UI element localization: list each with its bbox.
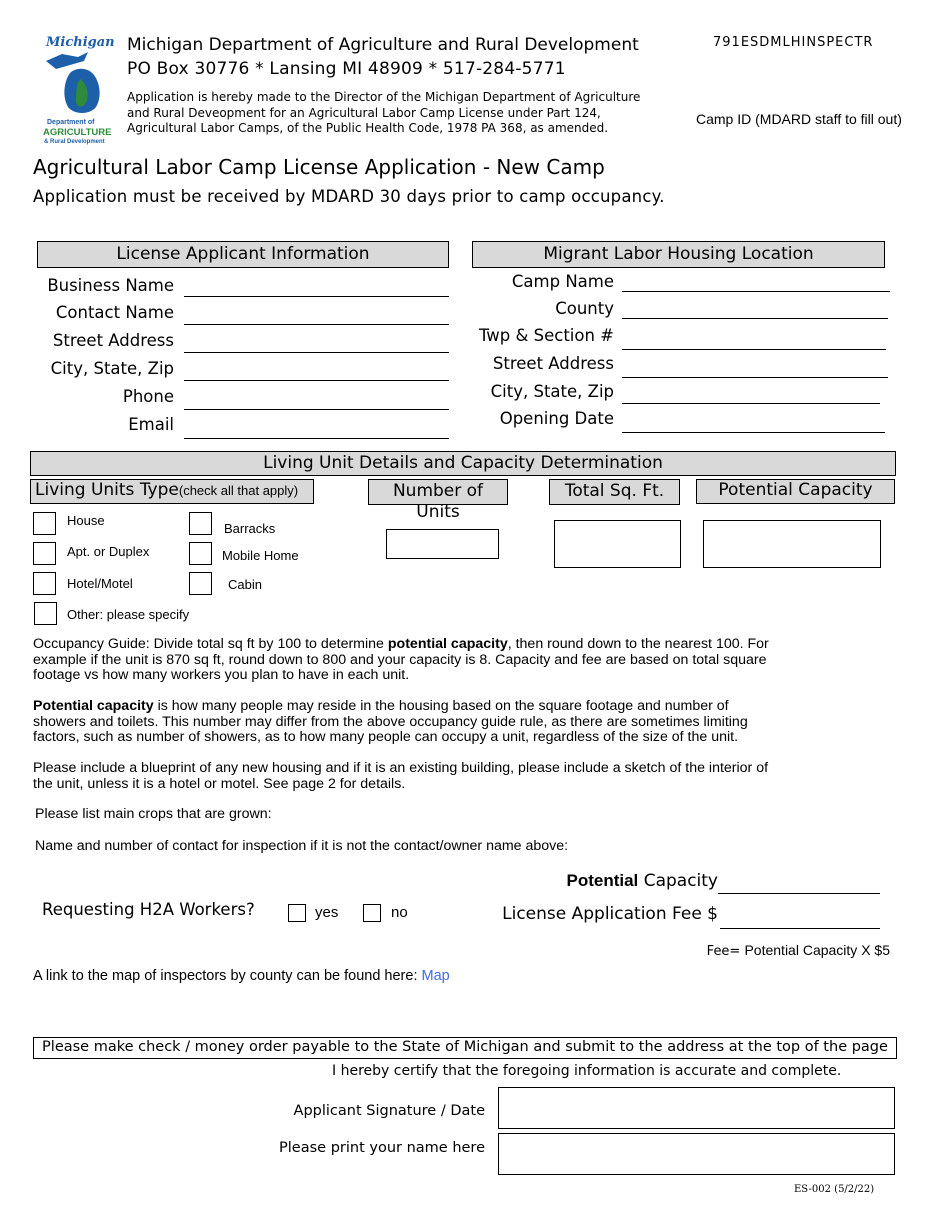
agency-address: PO Box 30776 * Lansing MI 48909 * 517-284-5771 bbox=[127, 59, 566, 79]
blueprint-instructions: Please include a blueprint of any new housing and if it is an existing building, please include a sketch of the interior of the unit, unless it is a hotel or motel. See page 2 for details. bbox=[33, 760, 769, 792]
h2a-question: Requesting H2A Workers? bbox=[42, 900, 255, 919]
logo-michigan-text: Michigan bbox=[46, 35, 115, 50]
map-link-text: A link to the map of inspectors by county can be found here: Map bbox=[33, 968, 450, 984]
email-field[interactable] bbox=[184, 438, 449, 439]
twp-section-label: Twp & Section # bbox=[478, 326, 614, 345]
print-name-label: Please print your name here bbox=[279, 1140, 485, 1156]
contact-name-label: Contact Name bbox=[55, 303, 174, 322]
capacity-total-label: Potential Capacity bbox=[566, 871, 718, 891]
agency-name: Michigan Department of Agriculture and Rural Development bbox=[127, 35, 639, 55]
applicant-street-field[interactable] bbox=[184, 352, 449, 353]
total-sqft-input[interactable] bbox=[554, 520, 681, 568]
payment-notice: Please make check / money order payable to the State of Michigan and submit to the address at the top of the page bbox=[33, 1037, 897, 1059]
certification-statement: I hereby certify that the foregoing information is accurate and complete. bbox=[332, 1063, 842, 1079]
living-unit-section-header: Living Unit Details and Capacity Determination bbox=[30, 451, 896, 476]
hotel-motel-checkbox[interactable] bbox=[33, 572, 56, 595]
phone-label: Phone bbox=[122, 387, 174, 406]
apt-duplex-label: Apt. or Duplex bbox=[67, 544, 150, 559]
cabin-label: Cabin bbox=[228, 577, 262, 592]
house-label: House bbox=[67, 513, 105, 528]
living-units-type-header: Living Units Type(check all that apply) bbox=[30, 479, 314, 504]
capacity-total-field[interactable] bbox=[718, 893, 880, 894]
house-checkbox[interactable] bbox=[33, 512, 56, 535]
logo-agriculture-text: AGRICULTURE bbox=[43, 127, 112, 138]
opening-date-label: Opening Date bbox=[499, 409, 614, 428]
county-field[interactable] bbox=[622, 318, 888, 319]
potential-capacity-explanation: Potential capacity is how many people may reside in the housing based on the square footage and number of showers and toilets. This number may differ from the above occupancy guide rule, as there are sometimes limiting factors, such as number of showers, as to how many people can occupy a unit, regardless of the size of the unit. bbox=[33, 698, 748, 745]
mdard-logo bbox=[40, 35, 118, 147]
michigan-map-icon bbox=[40, 49, 118, 119]
h2a-yes-label: yes bbox=[315, 904, 339, 921]
fee-formula: Fee= Potential Capacity X $5 bbox=[706, 942, 890, 959]
apt-duplex-checkbox[interactable] bbox=[33, 542, 56, 565]
email-label: Email bbox=[128, 415, 174, 434]
barracks-label: Barracks bbox=[224, 521, 276, 536]
h2a-no-checkbox[interactable] bbox=[363, 904, 381, 922]
h2a-no-label: no bbox=[391, 904, 408, 921]
hotel-motel-label: Hotel/Motel bbox=[67, 576, 133, 591]
main-crops-label: Please list main crops that are grown: bbox=[35, 806, 272, 822]
opening-date-field[interactable] bbox=[622, 432, 885, 433]
applicant-city-label: City, State, Zip bbox=[50, 359, 174, 378]
county-label: County bbox=[555, 299, 614, 318]
potential-capacity-header: Potential Capacity bbox=[696, 479, 895, 504]
map-link[interactable]: Map bbox=[421, 968, 450, 984]
business-name-field[interactable] bbox=[184, 296, 449, 297]
number-of-units-input[interactable] bbox=[386, 529, 499, 559]
license-fee-label: License Application Fee $ bbox=[502, 904, 718, 924]
applicant-city-field[interactable] bbox=[184, 380, 449, 381]
license-fee-field[interactable] bbox=[720, 928, 880, 929]
contact-name-field[interactable] bbox=[184, 324, 449, 325]
camp-name-field[interactable] bbox=[622, 291, 890, 292]
occupancy-guide: Occupancy Guide: Divide total sq ft by 100 to determine potential capacity, then round down to the nearest 100. For example if the unit is 870 sq ft, round down to 800 and your capacity is 8. Capacity and fee are based on total square footage vs how many workers you plan to have in each unit. bbox=[33, 636, 769, 683]
footer-form-number: ES-002 (5/2/22) bbox=[794, 1184, 875, 1195]
location-city-field[interactable] bbox=[622, 403, 880, 404]
inspection-contact-label: Name and number of contact for inspection if it is not the contact/owner name above: bbox=[35, 838, 569, 854]
camp-name-label: Camp Name bbox=[511, 272, 614, 291]
barracks-checkbox[interactable] bbox=[189, 512, 212, 535]
location-street-field[interactable] bbox=[622, 377, 888, 378]
other-checkbox[interactable] bbox=[34, 602, 57, 625]
application-statement: Application is hereby made to the Director of the Michigan Department of Agriculture and Rural Deveopment for an Agricultural Labor Camp License under Part 124, Agricultural Labor Camps, of the Public Health Code, 1978 PA 368, as amended. bbox=[127, 90, 641, 135]
signature-label: Applicant Signature / Date bbox=[293, 1103, 485, 1119]
business-name-label: Business Name bbox=[47, 276, 174, 295]
location-section-header: Migrant Labor Housing Location bbox=[472, 241, 885, 268]
page-title: Agricultural Labor Camp License Application - New Camp bbox=[33, 155, 605, 179]
print-name-input[interactable] bbox=[498, 1133, 895, 1175]
number-of-units-header: Number of Units bbox=[368, 479, 508, 505]
logo-rural-text: & Rural Development bbox=[44, 139, 105, 145]
cabin-checkbox[interactable] bbox=[189, 572, 212, 595]
applicant-section-header: License Applicant Information bbox=[37, 241, 449, 268]
signature-input[interactable] bbox=[498, 1087, 895, 1129]
logo-department-text: Department of bbox=[47, 119, 95, 126]
h2a-yes-checkbox[interactable] bbox=[288, 904, 306, 922]
phone-field[interactable] bbox=[184, 409, 449, 410]
location-city-label: City, State, Zip bbox=[490, 382, 614, 401]
potential-capacity-input[interactable] bbox=[703, 520, 881, 568]
twp-section-field[interactable] bbox=[622, 349, 886, 350]
applicant-street-label: Street Address bbox=[52, 331, 174, 350]
mobile-home-label: Mobile Home bbox=[222, 548, 299, 563]
page-subtitle: Application must be received by MDARD 30 days prior to camp occupancy. bbox=[33, 187, 665, 206]
mobile-home-checkbox[interactable] bbox=[189, 542, 212, 565]
form-code: 791ESDMLHINSPECTR bbox=[713, 35, 874, 50]
total-sqft-header: Total Sq. Ft. bbox=[549, 479, 680, 505]
other-label: Other: please specify bbox=[67, 607, 190, 622]
location-street-label: Street Address bbox=[492, 354, 614, 373]
camp-id-label: Camp ID (MDARD staff to fill out) bbox=[696, 111, 902, 127]
